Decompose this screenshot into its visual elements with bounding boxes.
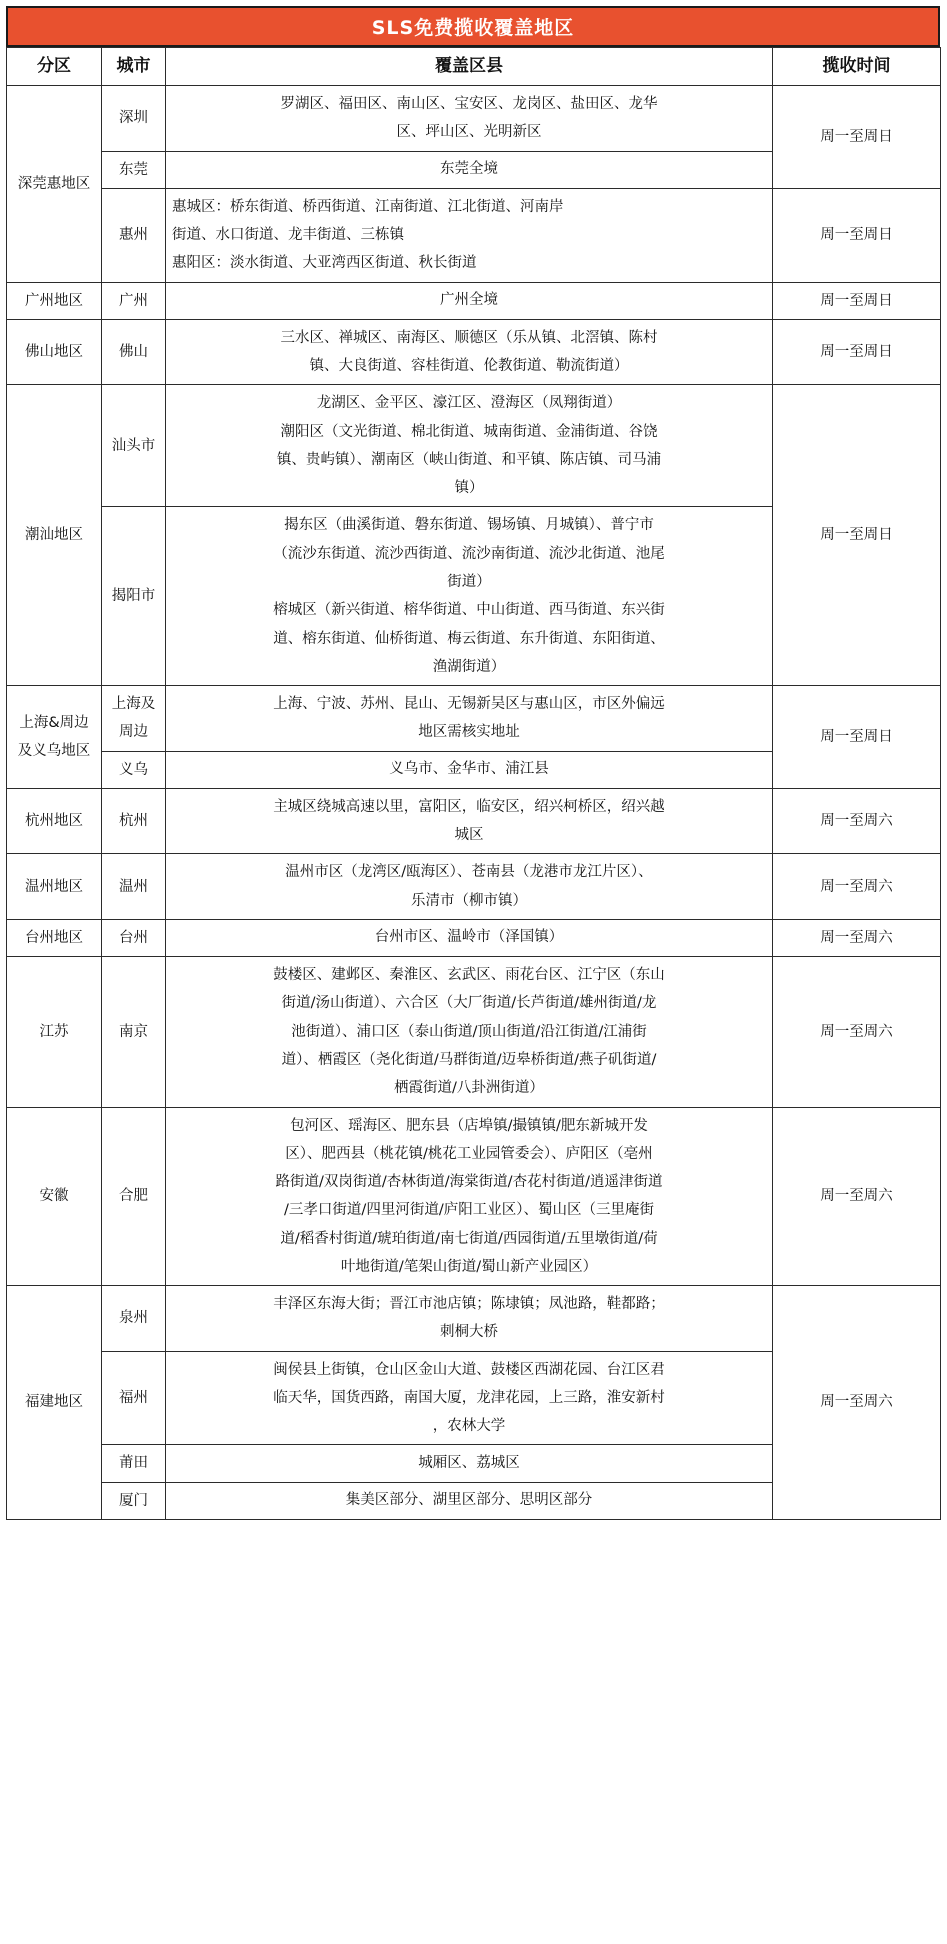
coverage-line: 台州市区、温岭市（泽国镇） xyxy=(374,929,564,946)
coverage-area-cell xyxy=(166,919,773,956)
coverage-line: 栖霞街道/八卦洲街道） xyxy=(394,1080,544,1097)
coverage-area-cell xyxy=(166,86,773,152)
city-cell: 义乌 xyxy=(102,751,166,788)
pickup-time-cell: 周一至周日 xyxy=(773,686,941,789)
city-cell: 泉州 xyxy=(102,1286,166,1352)
coverage-area-cell xyxy=(166,854,773,920)
table-row xyxy=(7,686,941,752)
pickup-time-cell: 周一至周日 xyxy=(773,188,941,282)
pickup-time-cell: 周一至周六 xyxy=(773,957,941,1107)
coverage-line: 道）、栖霞区（尧化街道/马群街道/迈皋桥街道/燕子矶街道/ xyxy=(281,1051,657,1068)
zone-cell: 杭州地区 xyxy=(7,788,102,854)
header-row xyxy=(7,48,941,86)
pickup-time-cell: 周一至周六 xyxy=(773,1286,941,1520)
pickup-time-cell: 周一至周日 xyxy=(773,319,941,385)
coverage-line: 温州市区（龙湾区/瓯海区）、苍南县（龙港市龙江片区）、 xyxy=(285,864,653,881)
city-cell: 揭阳市 xyxy=(102,507,166,686)
table-row xyxy=(7,385,941,507)
zone-cell: 福建地区 xyxy=(7,1286,102,1520)
coverage-line: /三孝口街道/四里河街道/庐阳工业区）、蜀山区（三里庵街 xyxy=(284,1202,654,1219)
table-body xyxy=(7,86,941,1520)
table-row xyxy=(7,1107,941,1286)
coverage-line: 镇、大良街道、容桂街道、伦教街道、勒流街道） xyxy=(309,358,629,375)
coverage-area-cell xyxy=(166,151,773,188)
coverage-line: 惠城区：桥东街道、桥西街道、江南街道、江北街道、河南岸 xyxy=(172,198,564,215)
city-cell: 莆田 xyxy=(102,1445,166,1482)
table-row xyxy=(7,282,941,319)
zone-cell: 潮汕地区 xyxy=(7,385,102,686)
coverage-line: 城厢区、荔城区 xyxy=(418,1454,520,1471)
coverage-area-cell xyxy=(166,1286,773,1352)
city-cell: 南京 xyxy=(102,957,166,1107)
table-row xyxy=(7,1286,941,1352)
table-row xyxy=(7,957,941,1107)
city-cell: 杭州 xyxy=(102,788,166,854)
city-cell: 合肥 xyxy=(102,1107,166,1286)
zone-cell: 上海&周边及义乌地区 xyxy=(7,686,102,789)
city-cell: 厦门 xyxy=(102,1482,166,1519)
coverage-area-cell xyxy=(166,188,773,282)
zone-cell: 江苏 xyxy=(7,957,102,1107)
city-cell: 汕头市 xyxy=(102,385,166,507)
city-cell: 惠州 xyxy=(102,188,166,282)
coverage-area-cell xyxy=(166,1445,773,1482)
zone-cell: 温州地区 xyxy=(7,854,102,920)
coverage-line: 包河区、瑶海区、肥东县（店埠镇/撮镇镇/肥东新城开发 xyxy=(290,1117,648,1134)
table-row xyxy=(7,86,941,152)
pickup-time-cell: 周一至周六 xyxy=(773,788,941,854)
coverage-line: 鼓楼区、建邺区、秦淮区、玄武区、雨花台区、江宁区（东山 xyxy=(273,967,665,984)
coverage-line: 广州全境 xyxy=(440,291,498,308)
coverage-area-cell xyxy=(166,957,773,1107)
coverage-line: 叶地街道/笔架山街道/蜀山新产业园区） xyxy=(340,1258,598,1275)
coverage-line: 乐清市（柳市镇） xyxy=(411,892,527,909)
pickup-time-cell: 周一至周六 xyxy=(773,919,941,956)
coverage-area-cell xyxy=(166,1351,773,1445)
coverage-line: 城区 xyxy=(454,827,484,844)
table-row xyxy=(7,788,941,854)
coverage-line: 区、坪山区、光明新区 xyxy=(396,124,542,141)
column-header-time: 揽收时间 xyxy=(773,48,941,86)
coverage-area-cell xyxy=(166,385,773,507)
zone-cell: 深莞惠地区 xyxy=(7,86,102,283)
coverage-line: （流沙东街道、流沙西街道、流沙南街道、流沙北街道、池尾 xyxy=(273,545,665,562)
coverage-line: 刺桐大桥 xyxy=(440,1324,498,1341)
coverage-line: 集美区部分、湖里区部分、思明区部分 xyxy=(345,1491,593,1508)
zone-cell: 安徽 xyxy=(7,1107,102,1286)
coverage-line: 渔湖街道） xyxy=(432,658,506,675)
column-header-city: 城市 xyxy=(102,48,166,86)
pickup-time-cell: 周一至周日 xyxy=(773,282,941,319)
coverage-line: 龙湖区、金平区、濠江区、澄海区（凤翔街道） xyxy=(316,395,622,412)
city-cell: 福州 xyxy=(102,1351,166,1445)
coverage-line: 义乌市、金华市、浦江县 xyxy=(389,760,549,777)
coverage-area-cell xyxy=(166,1482,773,1519)
coverage-line: 街道/汤山街道）、六合区（大厂街道/长芦街道/雄州街道/龙 xyxy=(281,995,657,1012)
table-row xyxy=(7,319,941,385)
zone-cell: 广州地区 xyxy=(7,282,102,319)
coverage-line: 镇、贵屿镇）、潮南区（峡山街道、和平镇、陈店镇、司马浦 xyxy=(276,451,662,468)
coverage-area-cell xyxy=(166,507,773,686)
city-cell: 温州 xyxy=(102,854,166,920)
coverage-area-cell xyxy=(166,319,773,385)
city-cell: 台州 xyxy=(102,919,166,956)
coverage-line: 池街道）、浦口区（泰山街道/顶山街道/沿江街道/江浦街 xyxy=(291,1023,647,1040)
pickup-time-cell: 周一至周六 xyxy=(773,854,941,920)
coverage-line: 东莞全境 xyxy=(440,160,498,177)
coverage-line: 闽侯县上街镇，仓山区金山大道、鼓楼区西湖花园、台江区君 xyxy=(273,1361,665,1378)
zone-cell: 台州地区 xyxy=(7,919,102,956)
coverage-area-cell xyxy=(166,788,773,854)
coverage-line: 街道） xyxy=(447,573,491,590)
table-header xyxy=(7,48,941,86)
pickup-time-cell: 周一至周日 xyxy=(773,86,941,189)
coverage-line: ，农林大学 xyxy=(432,1418,506,1435)
coverage-line: 惠阳区：淡水街道、大亚湾西区街道、秋长街道 xyxy=(172,255,477,272)
city-cell: 上海及周边 xyxy=(102,686,166,752)
coverage-line: 街道、水口街道、龙丰街道、三栋镇 xyxy=(172,227,404,244)
table-row xyxy=(7,188,941,282)
coverage-line: 道、榕东街道、仙桥街道、梅云街道、东升街道、东阳街道、 xyxy=(273,630,665,647)
coverage-line: 揭东区（曲溪街道、磐东街道、锡场镇、月城镇）、普宁市 xyxy=(284,517,654,534)
coverage-line: 潮阳区（文光街道、棉北街道、城南街道、金浦街道、谷饶 xyxy=(280,423,658,440)
coverage-area-cell xyxy=(166,686,773,752)
coverage-line: 丰泽区东海大街；晋江市池店镇；陈埭镇；凤池路，鞋都路； xyxy=(273,1296,665,1313)
coverage-line: 榕城区（新兴街道、榕华街道、中山街道、西马街道、东兴街 xyxy=(273,602,665,619)
city-cell: 深圳 xyxy=(102,86,166,152)
coverage-line: 上海、宁波、苏州、昆山、无锡新吴区与惠山区，市区外偏远 xyxy=(273,696,665,713)
coverage-line: 镇） xyxy=(454,480,484,497)
table-row xyxy=(7,919,941,956)
coverage-area-cell xyxy=(166,1107,773,1286)
coverage-line: 道/稻香村街道/琥珀街道/南七街道/西园街道/五里墩街道/荷 xyxy=(280,1230,658,1247)
city-cell: 佛山 xyxy=(102,319,166,385)
coverage-line: 区）、肥西县（桃花镇/桃花工业园管委会）、庐阳区（亳州 xyxy=(285,1145,653,1162)
pickup-time-cell: 周一至周六 xyxy=(773,1107,941,1286)
coverage-line: 罗湖区、福田区、南山区、宝安区、龙岗区、盐田区、龙华 xyxy=(280,96,658,112)
column-header-area: 覆盖区县 xyxy=(166,48,773,86)
coverage-line: 临天华，国货西路，南国大厦，龙津花园，上三路，淮安新村 xyxy=(273,1389,665,1406)
coverage-line: 主城区绕城高速以里，富阳区，临安区，绍兴柯桥区，绍兴越 xyxy=(273,798,665,815)
coverage-table xyxy=(6,47,941,1520)
coverage-line: 地区需核实地址 xyxy=(418,724,520,741)
coverage-line: 路街道/双岗街道/杏林街道/海棠街道/杏花村街道/逍遥津街道 xyxy=(275,1174,663,1191)
coverage-line: 三水区、禅城区、南海区、顺德区（乐从镇、北滘镇、陈村 xyxy=(280,329,658,346)
pickup-time-cell: 周一至周日 xyxy=(773,385,941,686)
coverage-area-cell xyxy=(166,751,773,788)
zone-cell: 佛山地区 xyxy=(7,319,102,385)
table-row xyxy=(7,854,941,920)
city-cell: 广州 xyxy=(102,282,166,319)
page-title: SLS免费揽收覆盖地区 xyxy=(6,6,940,47)
coverage-area-cell xyxy=(166,282,773,319)
column-header-zone: 分区 xyxy=(7,48,102,86)
city-cell: 东莞 xyxy=(102,151,166,188)
